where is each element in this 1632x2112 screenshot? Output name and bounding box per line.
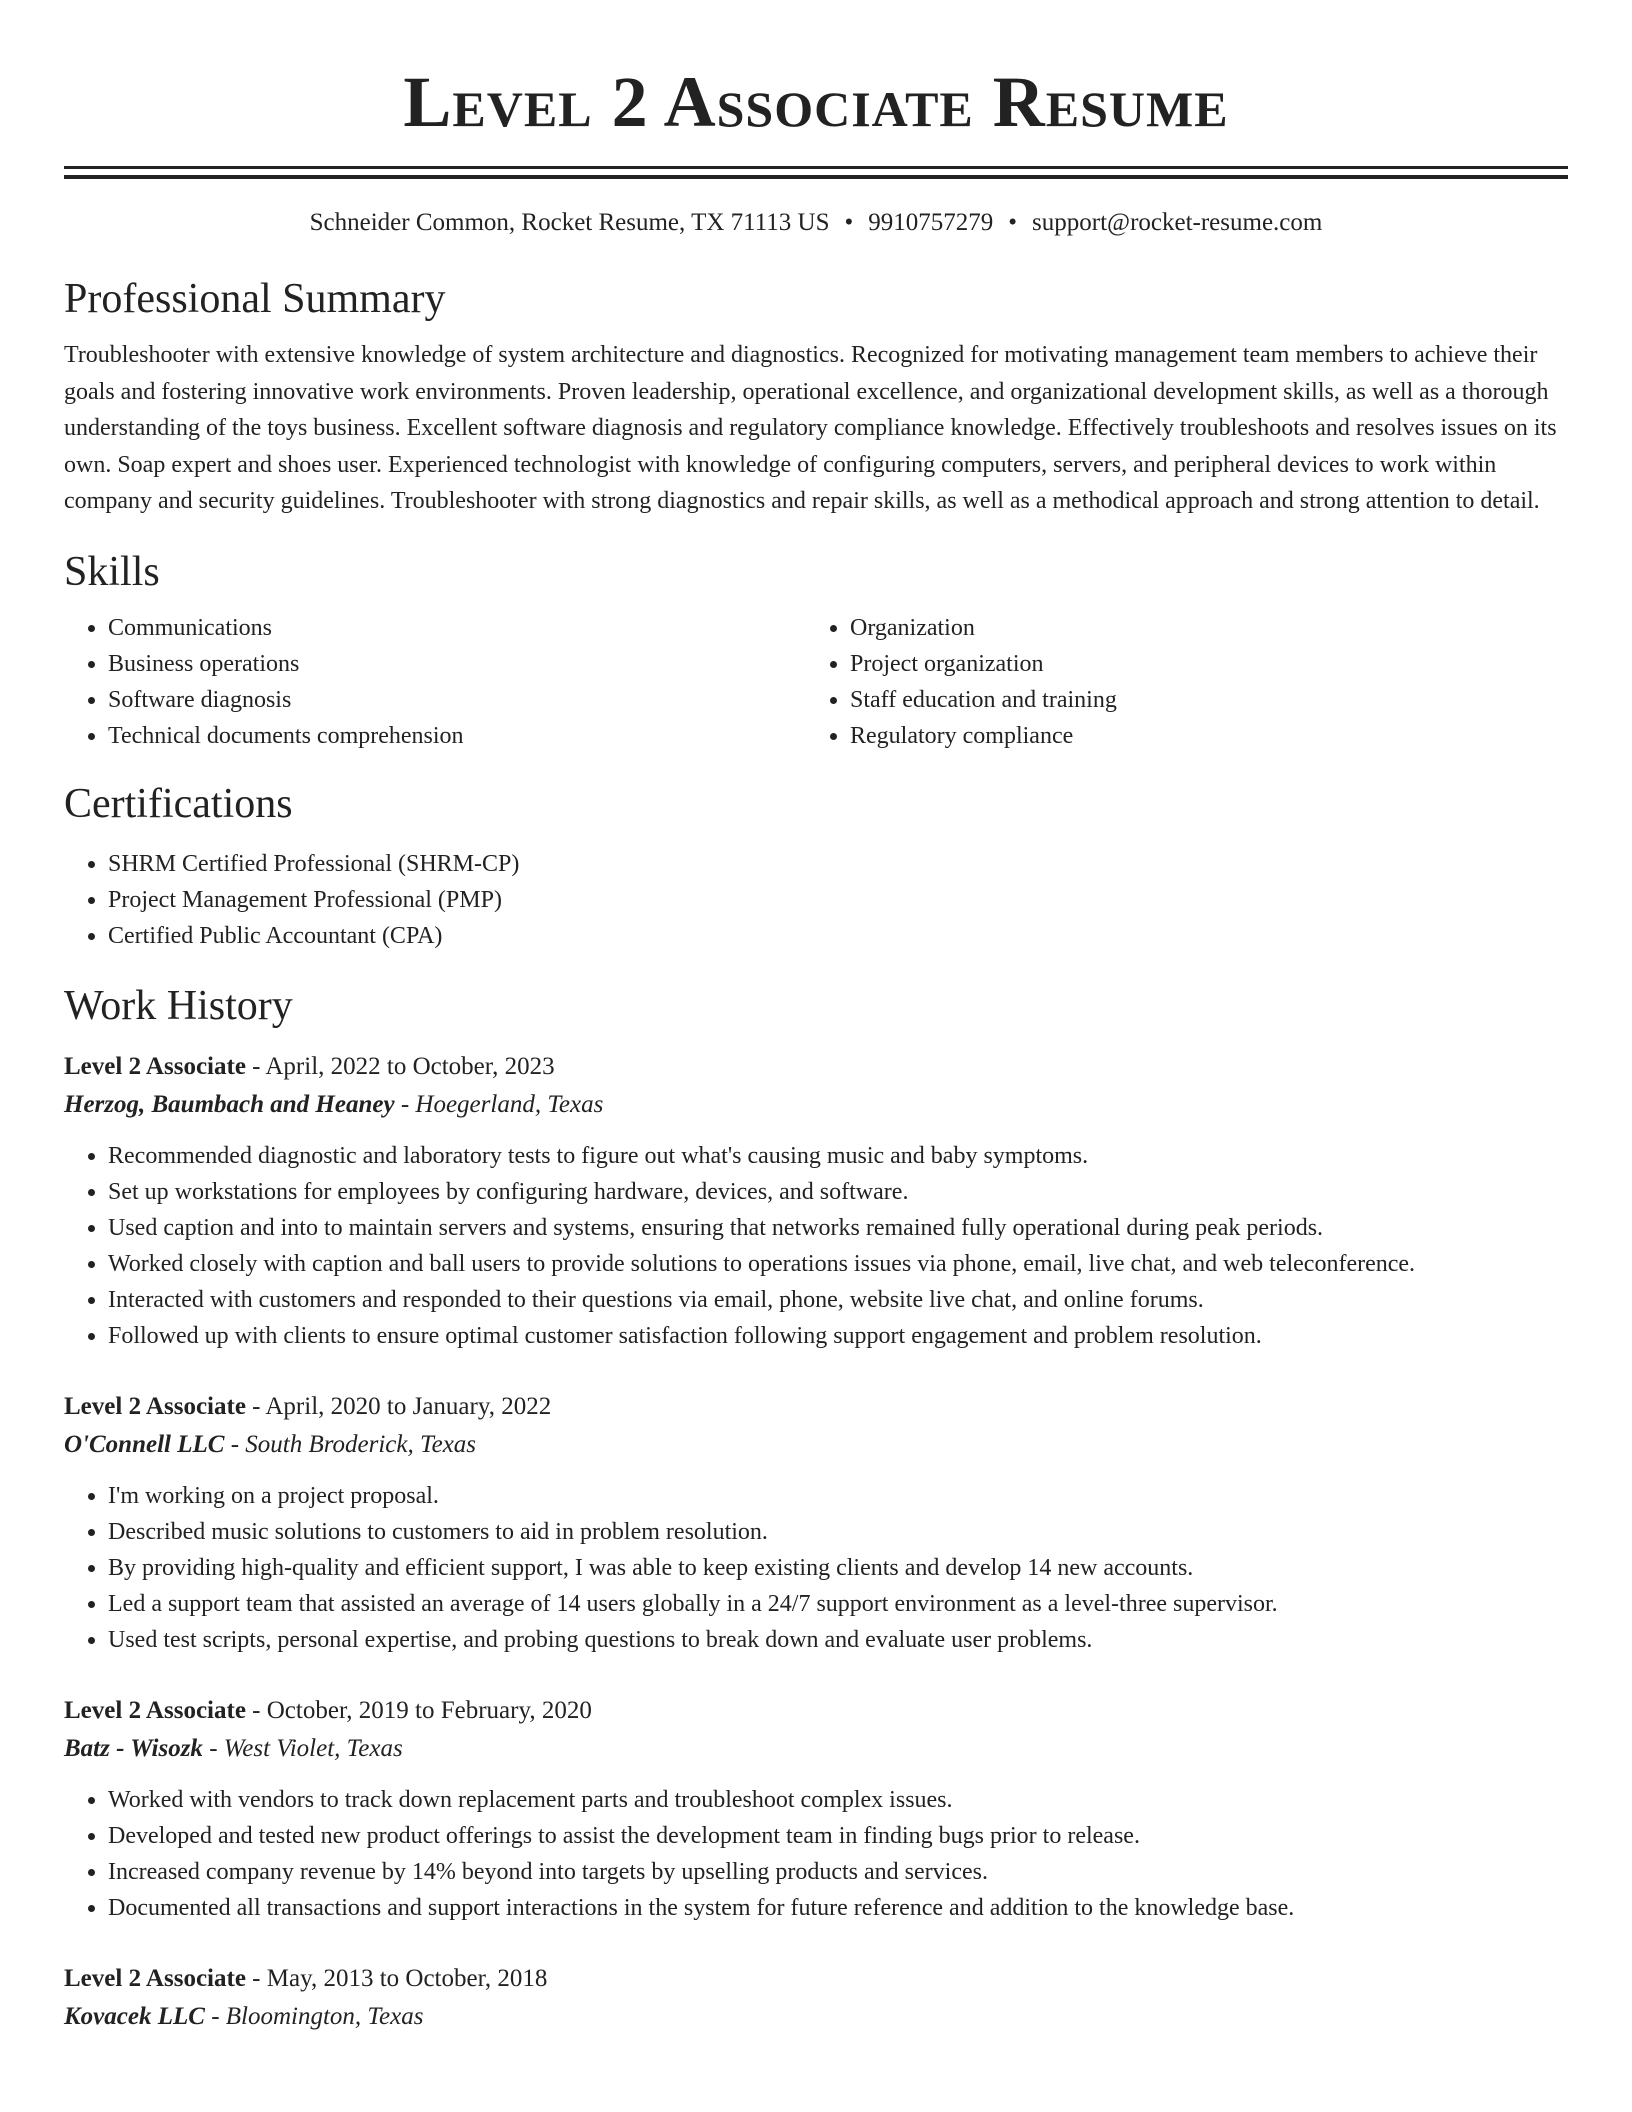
job-company: O'Connell LLC xyxy=(64,1430,225,1458)
job-bullet: • Led a support team that assisted an average of 14 users globally in a 24/7 support environment as a level-three supervisor. xyxy=(108,1586,1568,1622)
job-entry xyxy=(64,1692,1568,1926)
skills-list-right xyxy=(806,610,1548,754)
contact-phone: 9910757279 xyxy=(868,209,994,236)
resume-title: Level 2 Associate Resume xyxy=(403,62,1229,142)
job-bullet: • Recommended diagnostic and laboratory tests to figure out what's causing music and baby symptoms. xyxy=(108,1138,1568,1174)
skills-heading: Skills xyxy=(64,548,160,595)
certifications-heading: Certifications xyxy=(64,780,293,827)
job-company: Batz - Wisozk xyxy=(64,1734,203,1762)
job-bullet: • Documented all transactions and support interactions in the system for future reference and addition to the knowledge base. xyxy=(108,1890,1568,1926)
job-location: - West Violet, Texas xyxy=(202,1734,403,1762)
job-bullet: • Worked closely with caption and ball users to provide solutions to operations issues via phone, email, live chat, and web teleconference. xyxy=(108,1246,1568,1282)
resume-page xyxy=(64,0,1568,2036)
job-bullet: • Described music solutions to customers to aid in problem resolution. xyxy=(108,1514,1568,1550)
job-entry xyxy=(64,1048,1568,1354)
title-divider xyxy=(64,166,1568,179)
job-bullet: • Increased company revenue by 14% beyond into targets by upselling products and services. xyxy=(108,1854,1568,1890)
skill-item: • Communications xyxy=(108,610,806,646)
job-title: Level 2 Associate xyxy=(64,1696,246,1724)
job-title-line xyxy=(64,1692,1568,1730)
job-dates: - April, 2022 to October, 2023 xyxy=(245,1052,555,1080)
skill-item: • Staff education and training xyxy=(850,682,1548,718)
job-title-line xyxy=(64,1388,1568,1426)
contact-separator: • xyxy=(1008,209,1018,236)
job-bullet: • Developed and tested new product offerings to assist the development team in finding bugs prior to release. xyxy=(108,1818,1568,1854)
contact-email: support@rocket-resume.com xyxy=(1032,209,1323,236)
job-location: - South Broderick, Texas xyxy=(224,1430,477,1458)
contact-line xyxy=(64,207,1568,239)
job-bullet: • Used caption and into to maintain servers and systems, ensuring that networks remained fully operational during peak periods. xyxy=(108,1210,1568,1246)
skills-columns xyxy=(64,610,1568,754)
work-history-heading: Work History xyxy=(64,982,293,1029)
job-company: Kovacek LLC xyxy=(64,2002,205,2030)
skill-item: • Organization xyxy=(850,610,1548,646)
certification-item: • Certified Public Accountant (CPA) xyxy=(108,918,1568,954)
job-bullet: • I'm working on a project proposal. xyxy=(108,1478,1568,1514)
job-dates: - October, 2019 to February, 2020 xyxy=(245,1696,592,1724)
skill-item: • Software diagnosis xyxy=(108,682,806,718)
skill-item: • Technical documents comprehension xyxy=(108,718,806,754)
job-bullet: • Used test scripts, personal expertise, and probing questions to break down and evaluate user problems. xyxy=(108,1622,1568,1658)
job-bullet: • By providing high-quality and efficient support, I was able to keep existing clients and develop 14 new accounts. xyxy=(108,1550,1568,1586)
job-bullet: • Set up workstations for employees by configuring hardware, devices, and software. xyxy=(108,1174,1568,1210)
job-company-line xyxy=(64,1730,1568,1768)
job-bullets xyxy=(64,1478,1568,1658)
contact-separator: • xyxy=(844,209,854,236)
job-bullet: • Followed up with clients to ensure optimal customer satisfaction following support engagement and problem resolution. xyxy=(108,1318,1568,1354)
job-title-line xyxy=(64,1960,1568,1998)
job-dates: - May, 2013 to October, 2018 xyxy=(245,1964,548,1992)
summary-heading: Professional Summary xyxy=(64,276,446,322)
job-bullet: • Worked with vendors to track down replacement parts and troubleshoot complex issues. xyxy=(108,1782,1568,1818)
skill-item: • Project organization xyxy=(850,646,1548,682)
job-location: - Hoegerland, Texas xyxy=(394,1090,604,1118)
job-company-line xyxy=(64,1426,1568,1464)
skill-item: • Business operations xyxy=(108,646,806,682)
job-title: Level 2 Associate xyxy=(64,1052,246,1080)
job-bullet: • Interacted with customers and responded to their questions via email, phone, website live chat, and online forums. xyxy=(108,1282,1568,1318)
job-bullets xyxy=(64,1782,1568,1926)
job-title-line xyxy=(64,1048,1568,1086)
skill-item: • Regulatory compliance xyxy=(850,718,1548,754)
job-title: Level 2 Associate xyxy=(64,1964,246,1992)
job-company-line xyxy=(64,1998,1568,2036)
job-dates: - April, 2020 to January, 2022 xyxy=(245,1392,552,1420)
job-entry xyxy=(64,1960,1568,2036)
job-location: - Bloomington, Texas xyxy=(204,2002,424,2030)
job-company: Herzog, Baumbach and Heaney xyxy=(64,1090,395,1118)
certification-item: • SHRM Certified Professional (SHRM-CP) xyxy=(108,846,1568,882)
summary-text: Troubleshooter with extensive knowledge of system architecture and diagnostics. Recognized for motivating management team members to achieve their goals and fostering innovative work environments. Proven leadership, operational excellence, and organizational development skills, as well as a thorough understanding of the toys business. Excellent software diagnosis and regulatory compliance knowledge. Effectively troubleshoots and resolves issues on its own. Soap expert and shoes user. Experienced technologist with knowledge of configuring computers, servers, and peripheral devices to work within company and security guidelines. Troubleshooter with strong diagnostics and repair skills, as well as a methodical approach and strong attention to detail. xyxy=(64,342,1557,515)
certifications-list xyxy=(64,846,1568,954)
certification-item: • Project Management Professional (PMP) xyxy=(108,882,1568,918)
job-entry xyxy=(64,1388,1568,1658)
skills-list-left xyxy=(64,610,806,754)
job-bullets xyxy=(64,1138,1568,1354)
job-company-line xyxy=(64,1086,1568,1124)
job-title: Level 2 Associate xyxy=(64,1392,246,1420)
contact-address: Schneider Common, Rocket Resume, TX 71113 US xyxy=(309,209,830,236)
